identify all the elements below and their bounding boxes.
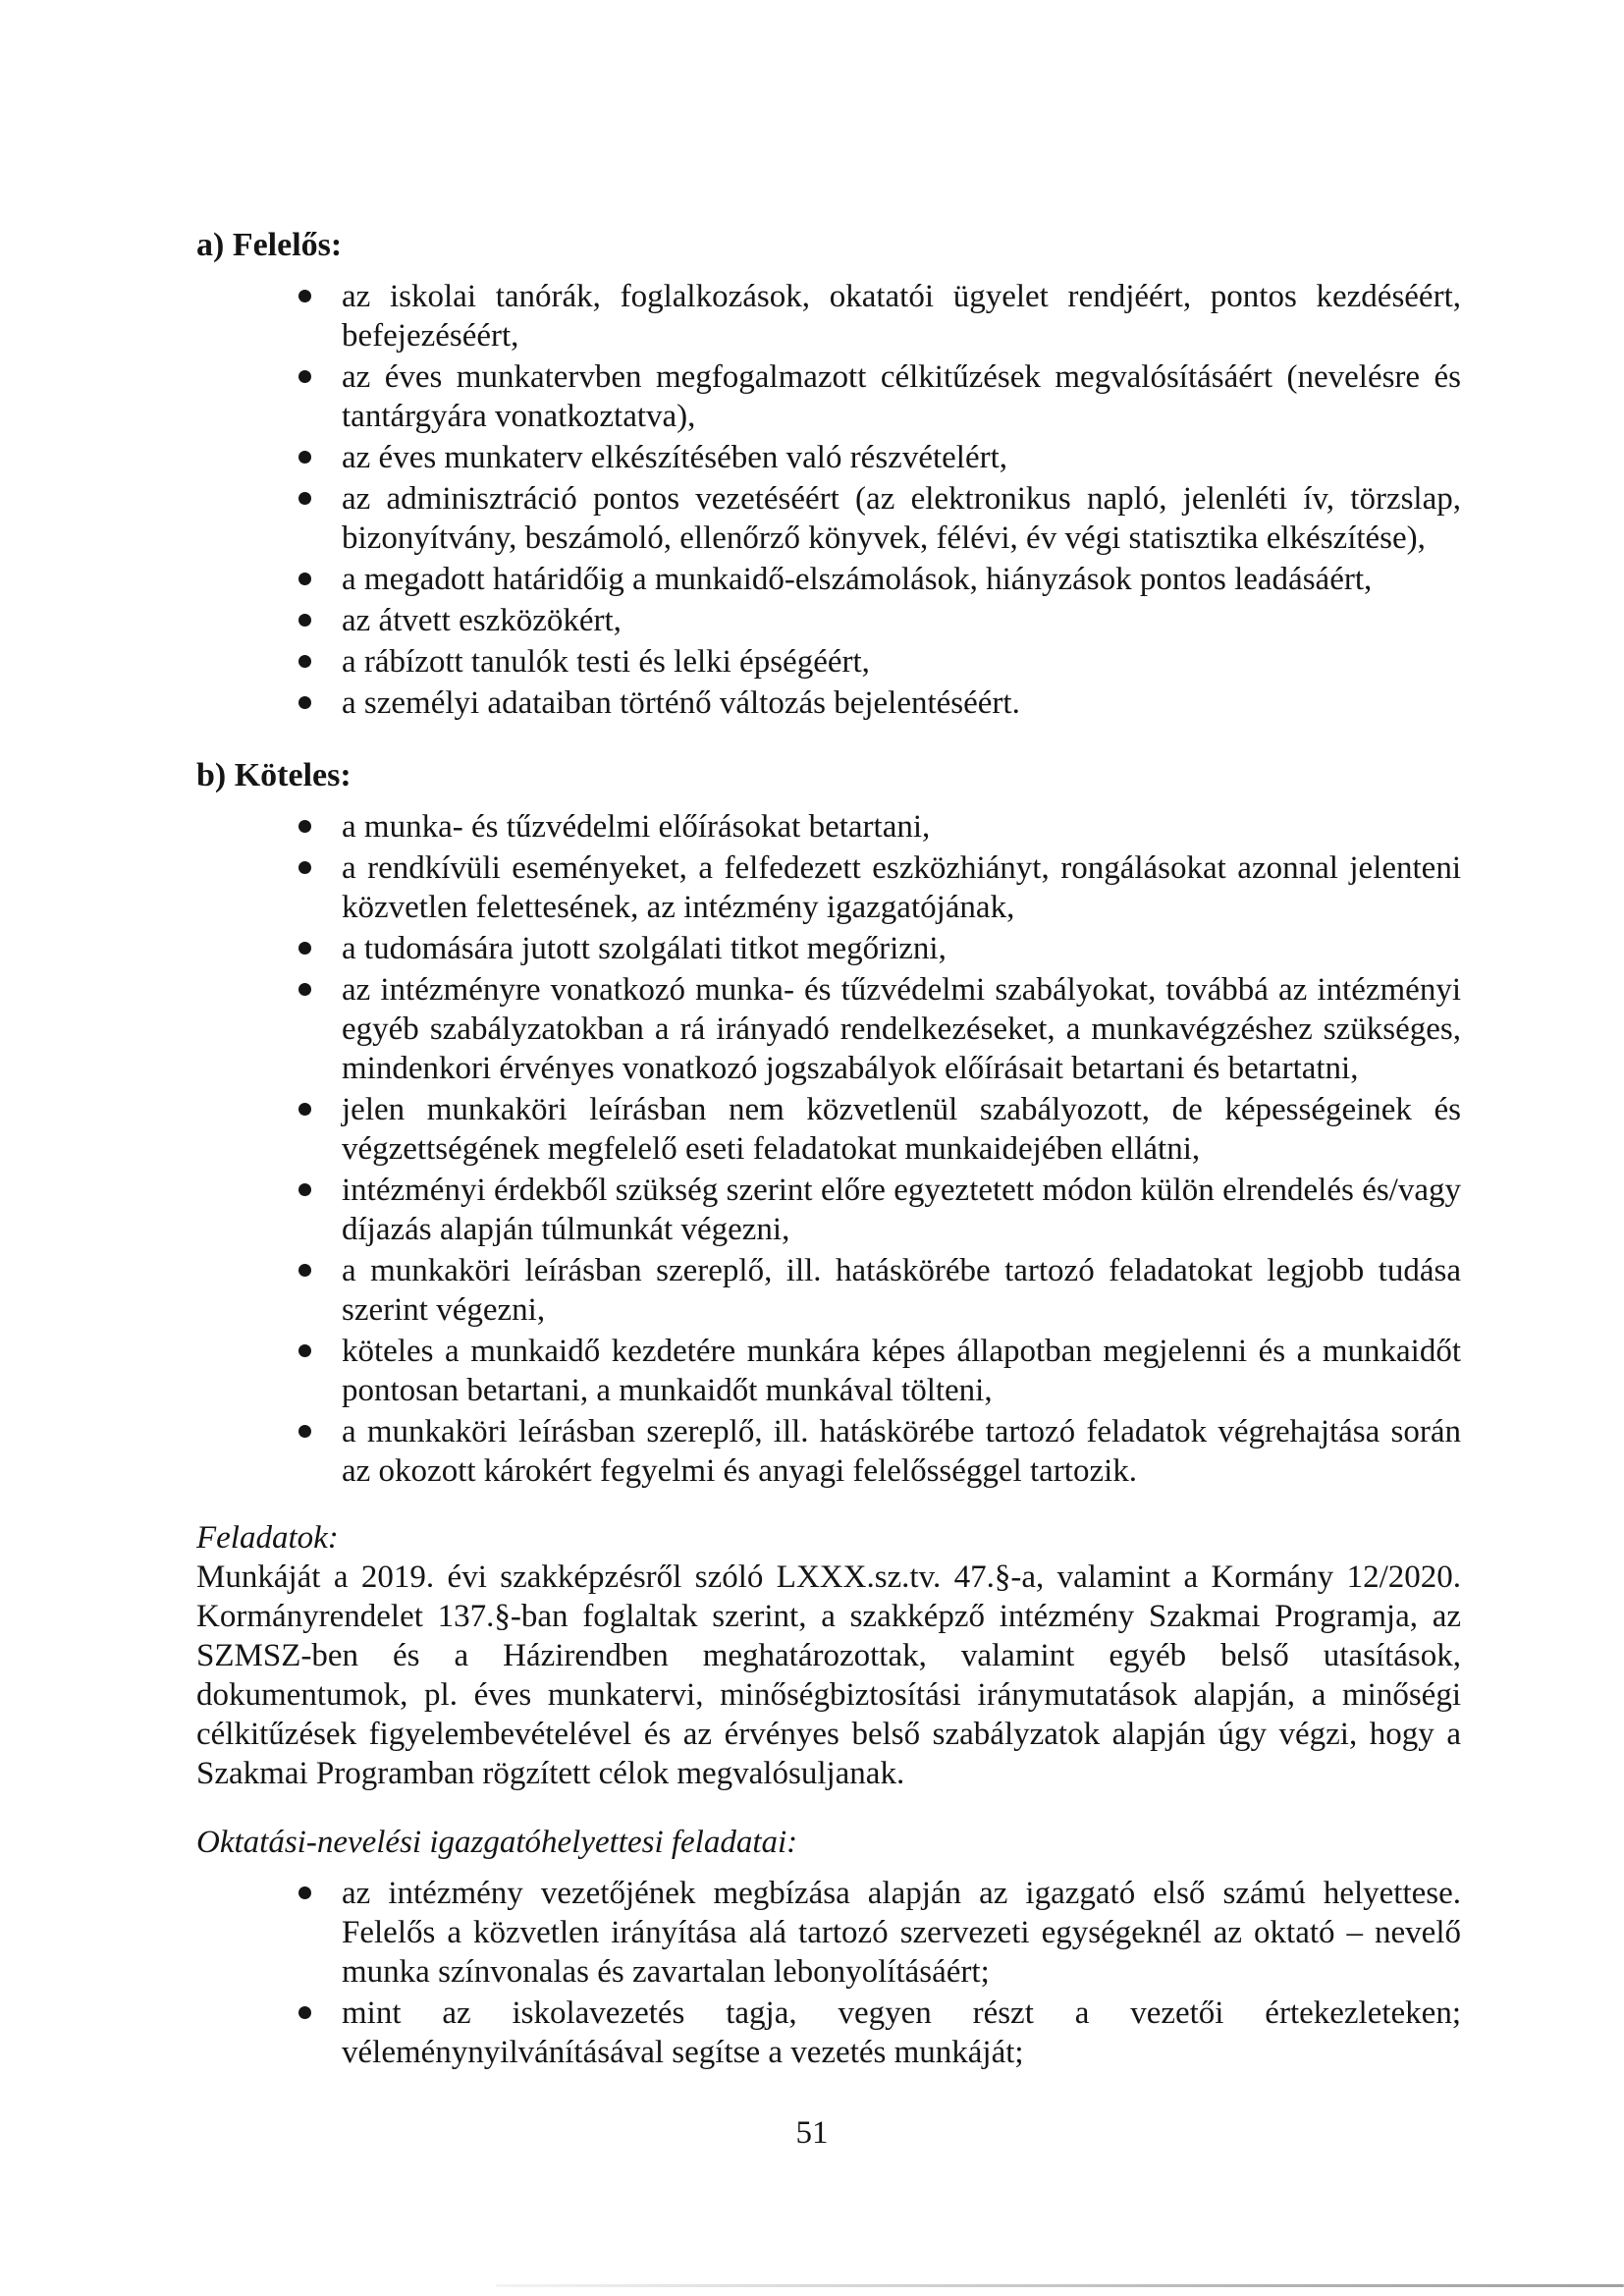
list-item <box>342 1171 1461 1249</box>
section-heading-deputy-duties: Oktatási-nevelési igazgatóhelyettesi feladatai: <box>196 1825 798 1860</box>
list-item-text: a munka- és tűzvédelmi előírásokat betartani, <box>342 809 931 845</box>
list-item <box>342 479 1461 558</box>
bullet-icon <box>298 861 311 874</box>
list-item-text: az intézmény vezetőjének megbízása alapján az igazgató első számú helyettese. Felelős a közvetlen irányítása alá tartozó szervezeti egységeknél az oktató – nevelő munka színvonalas és zavartalan lebonyolításáért; <box>342 1876 1461 1990</box>
list-item-text: köteles a munkaidő kezdetére munkára képes állapotban megjelenni és a munkaidőt pontosan betartani, a munkaidőt munkával tölteni, <box>342 1334 1461 1408</box>
bullet-icon <box>298 820 311 833</box>
page-number: 51 <box>795 2115 829 2151</box>
list-item <box>342 848 1461 927</box>
list-item <box>342 601 1461 640</box>
list-item-text: mint az iskolavezetés tagja, vegyen részt a vezetői értekezleteken; véleménynyilvánításával segítse a vezetés munkáját; <box>342 1995 1461 2070</box>
bullet-icon <box>298 983 311 996</box>
list-item <box>342 1994 1461 2072</box>
list-item-text: a tudomására jutott szolgálati titkot megőrizni, <box>342 931 947 966</box>
section-tasks <box>196 1518 1461 1793</box>
bullet-icon <box>298 1886 311 1899</box>
list-item-text: az iskolai tanórák, foglalkozások, okatatói ügyelet rendjéért, pontos kezdéséért, befejezéséért, <box>342 279 1461 354</box>
list-item-text: az éves munkatervben megfogalmazott célkitűzések megvalósításáért (nevelésre és tantárgyára vonatkoztatva), <box>342 359 1461 434</box>
section-heading-responsible: a) Felelős: <box>196 227 343 263</box>
list-item <box>342 357 1461 436</box>
list-item <box>342 1332 1461 1410</box>
document-content <box>196 226 1461 2074</box>
list-item-text: az átvett eszközökért, <box>342 603 622 638</box>
list-item <box>342 642 1461 682</box>
bullet-icon <box>298 1344 311 1357</box>
list-item <box>342 683 1461 723</box>
bullet-icon <box>298 451 311 464</box>
list-item-text: jelen munkaköri leírásban nem közvetlenül szabályozott, de képességeinek és végzettségének megfelelő eseti feladatokat munkaidejében ellátni, <box>342 1092 1461 1167</box>
list-item <box>342 970 1461 1088</box>
list-item <box>342 438 1461 477</box>
section-heading-tasks: Feladatok: <box>196 1520 339 1556</box>
list-item <box>342 1090 1461 1169</box>
list-item-text: intézményi érdekből szükség szerint előre egyeztetett módon külön elrendelés és/vagy díjazás alapján túlmunkát végezni, <box>342 1173 1461 1247</box>
list-item-text: a rendkívüli eseményeket, a felfedezett eszközhiányt, rongálásokat azonnal jelenteni közvetlen felettesének, az intézmény igazgatójának, <box>342 850 1461 925</box>
list-item <box>342 560 1461 599</box>
list-item <box>342 1412 1461 1491</box>
bullet-icon <box>298 2006 311 2019</box>
bullet-icon <box>298 1183 311 1196</box>
bullet-icon <box>298 696 311 709</box>
bullet-icon <box>298 1425 311 1438</box>
bullet-list-deputy-duties <box>196 1874 1461 2072</box>
list-item-text: a személyi adataiban történő változás bejelentéséért. <box>342 685 1020 721</box>
list-item-text: a rábízott tanulók testi és lelki épségéért, <box>342 644 870 680</box>
bullet-icon <box>298 290 311 302</box>
list-item <box>342 807 1461 847</box>
list-item-text: a munkaköri leírásban szereplő, ill. hatáskörébe tartozó feladatokat legjobb tudása szerint végezni, <box>342 1253 1461 1328</box>
tasks-paragraph: Munkáját a 2019. évi szakképzésről szóló LXXX.sz.tv. 47.§-a, valamint a Kormány 12/2020. Kormányrendelet 137.§-ban foglaltak szerint, a szakképző intézmény Szakmai Programja, az SZMSZ-ben és a Házirendben meghatározottak, valamint egyéb belső utasítások, dokumentumok, pl. éves munkatervi, minőségbiztosítási iránymutatások alapján, a minőségi célkitűzések figyelembevételével és az érvényes belső szabályzatok alapján úgy végzi, hogy a Szakmai Programban rögzített célok megvalósuljanak. <box>196 1559 1461 1791</box>
list-item-text: az éves munkaterv elkészítésében való részvételért, <box>342 440 1007 475</box>
bullet-list-responsible <box>196 277 1461 723</box>
bullet-icon <box>298 573 311 585</box>
section-deputy-duties <box>196 1823 1461 2072</box>
list-item-text: a munkaköri leírásban szereplő, ill. hatáskörébe tartozó feladatok végrehajtása során az okozott károkért fegyelmi és anyagi felelősséggel tartozik. <box>342 1414 1461 1489</box>
bullet-icon <box>298 370 311 383</box>
list-item <box>342 1874 1461 1992</box>
section-responsible <box>196 226 1461 723</box>
list-item <box>342 277 1461 355</box>
bullet-icon <box>298 614 311 627</box>
scan-artifact-line <box>496 2284 1624 2287</box>
bullet-icon <box>298 655 311 668</box>
list-item-text: az intézményre vonatkozó munka- és tűzvédelmi szabályokat, továbbá az intézményi egyéb szabályzatokban a rá irányadó rendelkezéseket, a munkavégzéshez szükséges, mindenkori érvényes vonatkozó jogszabályok előírásait betartani és betartatni, <box>342 972 1461 1086</box>
list-item-text: az adminisztráció pontos vezetéséért (az elektronikus napló, jelenléti ív, törzslap, bizonyítvány, beszámoló, ellenőrző könyvek, félévi, év végi statisztika elkészítése), <box>342 481 1461 556</box>
bullet-icon <box>298 942 311 955</box>
bullet-icon <box>298 1264 311 1277</box>
list-item <box>342 1251 1461 1330</box>
bullet-icon <box>298 492 311 505</box>
list-item-text: a megadott határidőig a munkaidő-elszámolások, hiányzások pontos leadásáért, <box>342 562 1373 597</box>
section-obliged <box>196 756 1461 1491</box>
bullet-icon <box>298 1103 311 1116</box>
section-heading-obliged: b) Köteles: <box>196 757 352 793</box>
list-item <box>342 929 1461 968</box>
bullet-list-obliged <box>196 807 1461 1491</box>
